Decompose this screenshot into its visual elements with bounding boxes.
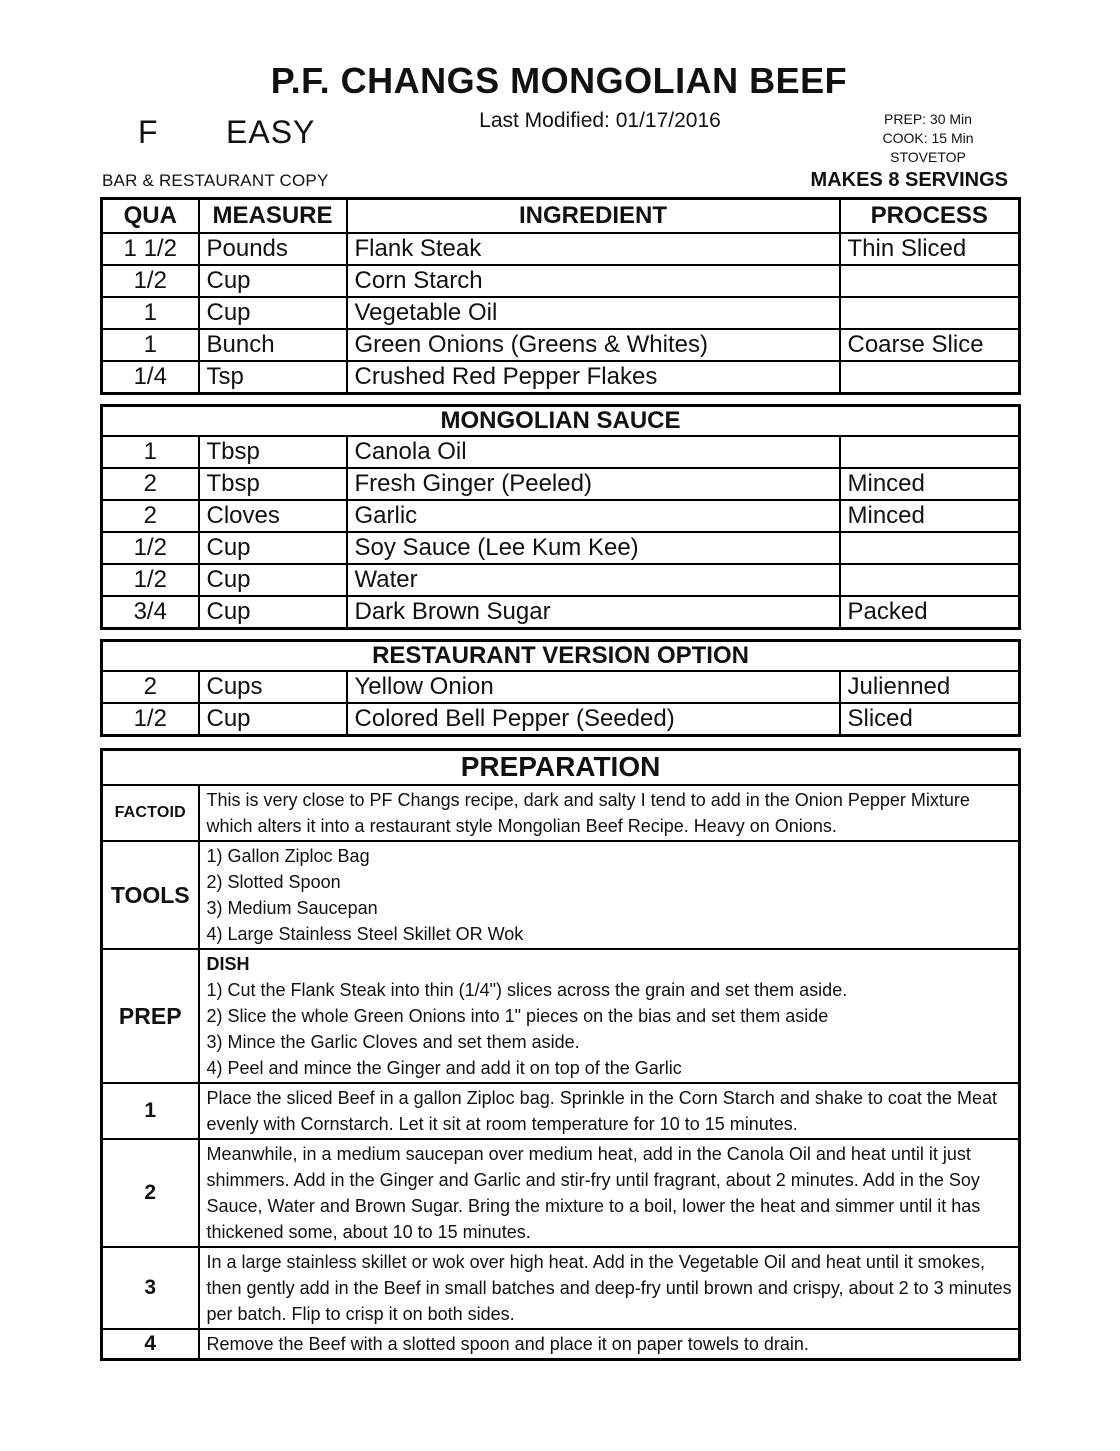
recipe-code: F xyxy=(138,114,158,150)
measure-cell: Cup xyxy=(199,265,347,297)
servings-label: MAKES 8 SERVINGS xyxy=(810,169,1008,191)
step-text: Place the sliced Beef in a gallon Ziploc bag. Sprinkle in the Corn Starch and shake to coat the Meat evenly with Cornstarch. Let it sit at room temperature for 10 to 15 minutes. xyxy=(199,1083,1020,1139)
cook-time: COOK: 15 Min xyxy=(882,130,974,146)
prep-label: PREP xyxy=(102,949,199,1083)
measure-cell: Tbsp xyxy=(199,468,347,500)
step-text: Remove the Beef with a slotted spoon and place it on paper towels to drain. xyxy=(199,1329,1020,1360)
ingredient-row xyxy=(102,436,1020,468)
step-number: 3 xyxy=(102,1247,199,1329)
factoid-row xyxy=(102,785,1020,841)
process-cell: Minced xyxy=(840,468,1020,500)
prep-item: 3) Mince the Garlic Cloves and set them aside. xyxy=(206,1032,580,1052)
process-cell: Coarse Slice xyxy=(840,329,1020,361)
measure-cell: Tsp xyxy=(199,361,347,393)
measure-cell: Cup xyxy=(199,532,347,564)
ingredient-cell: Corn Starch xyxy=(347,265,840,297)
qty-cell: 1/2 xyxy=(102,703,199,735)
process-cell xyxy=(840,436,1020,468)
preparation-title: PREPARATION xyxy=(102,749,1020,785)
ingredient-cell: Green Onions (Greens & Whites) xyxy=(347,329,840,361)
qty-cell: 2 xyxy=(102,500,199,532)
process-cell xyxy=(840,532,1020,564)
ingredient-cell: Colored Bell Pepper (Seeded) xyxy=(347,703,840,735)
process-cell: Julienned xyxy=(840,671,1020,703)
tool-item: 3) Medium Saucepan xyxy=(206,898,378,918)
ingredient-row xyxy=(102,532,1020,564)
ingredient-row xyxy=(102,265,1020,297)
ingredient-cell: Dark Brown Sugar xyxy=(347,596,840,628)
tools-label: TOOLS xyxy=(102,841,199,949)
tools-row xyxy=(102,841,1020,949)
tool-item: 1) Gallon Ziploc Bag xyxy=(206,846,370,866)
step-number: 2 xyxy=(102,1139,199,1247)
measure-cell: Bunch xyxy=(199,329,347,361)
ingredient-cell: Soy Sauce (Lee Kum Kee) xyxy=(347,532,840,564)
measure-cell: Cup xyxy=(199,297,347,329)
tables-container xyxy=(100,197,1018,1361)
step-number: 4 xyxy=(102,1329,199,1360)
ingredient-cell: Flank Steak xyxy=(347,233,840,265)
ingredient-row xyxy=(102,468,1020,500)
ingredient-row xyxy=(102,329,1020,361)
qty-cell: 1 1/2 xyxy=(102,233,199,265)
qty-cell: 1 xyxy=(102,329,199,361)
ingredients-table xyxy=(100,197,1021,395)
preparation-header-row xyxy=(102,749,1020,785)
ingredient-row xyxy=(102,703,1020,735)
process-cell xyxy=(840,297,1020,329)
ingredients-header-row xyxy=(102,199,1020,234)
restaurant-section-header-row xyxy=(102,640,1020,671)
qty-cell: 2 xyxy=(102,671,199,703)
qty-cell: 1 xyxy=(102,436,199,468)
sauce-section-header-row xyxy=(102,405,1020,436)
step-row xyxy=(102,1329,1020,1360)
tool-item: 2) Slotted Spoon xyxy=(206,872,341,892)
process-cell xyxy=(840,564,1020,596)
prep-list xyxy=(199,949,1020,1083)
ingredient-row xyxy=(102,361,1020,393)
preparation-table xyxy=(100,748,1021,1362)
qty-cell: 3/4 xyxy=(102,596,199,628)
measure-cell: Cloves xyxy=(199,500,347,532)
qty-cell: 1/4 xyxy=(102,361,199,393)
measure-cell: Pounds xyxy=(199,233,347,265)
qty-cell: 2 xyxy=(102,468,199,500)
ingredient-cell: Fresh Ginger (Peeled) xyxy=(347,468,840,500)
prep-heading: DISH xyxy=(206,954,250,974)
qty-cell: 1/2 xyxy=(102,564,199,596)
ingredient-row xyxy=(102,596,1020,628)
restaurant-option-table xyxy=(100,639,1021,737)
column-header-measure: MEASURE xyxy=(199,199,347,234)
ingredient-cell: Vegetable Oil xyxy=(347,297,840,329)
step-row xyxy=(102,1083,1020,1139)
column-header-process: PROCESS xyxy=(840,199,1020,234)
measure-cell: Cups xyxy=(199,671,347,703)
process-cell: Sliced xyxy=(840,703,1020,735)
column-header-qua: QUA xyxy=(102,199,199,234)
ingredient-row xyxy=(102,671,1020,703)
sauce-section-title: MONGOLIAN SAUCE xyxy=(102,405,1020,436)
process-cell: Thin Sliced xyxy=(840,233,1020,265)
difficulty-label: EASY xyxy=(226,114,316,150)
qty-cell: 1 xyxy=(102,297,199,329)
factoid-label: FACTOID xyxy=(102,785,199,841)
mongolian-sauce-table xyxy=(100,404,1021,630)
cook-method: STOVETOP xyxy=(890,149,966,165)
step-text: Meanwhile, in a medium saucepan over medium heat, add in the Canola Oil and heat until it just shimmers. Add in the Ginger and Garlic and stir-fry until fragrant, about 2 minutes. Add in the Soy Sauce, Water and Brown Sugar. Bring the mixture to a boil, lower the heat and simmer until it has thickened some, about 10 to 15 minutes. xyxy=(199,1139,1020,1247)
ingredient-cell: Garlic xyxy=(347,500,840,532)
time-info-block xyxy=(856,110,1000,167)
page-title: P.F. CHANGS MONGOLIAN BEEF xyxy=(270,60,848,101)
ingredient-row xyxy=(102,233,1020,265)
measure-cell: Cup xyxy=(199,564,347,596)
process-cell xyxy=(840,265,1020,297)
step-row xyxy=(102,1139,1020,1247)
ingredient-row xyxy=(102,500,1020,532)
qty-cell: 1/2 xyxy=(102,532,199,564)
measure-cell: Tbsp xyxy=(199,436,347,468)
ingredient-cell: Canola Oil xyxy=(347,436,840,468)
step-row xyxy=(102,1247,1020,1329)
step-number: 1 xyxy=(102,1083,199,1139)
prep-item: 2) Slice the whole Green Onions into 1" pieces on the bias and set them aside xyxy=(206,1006,829,1026)
prep-time: PREP: 30 Min xyxy=(884,111,972,127)
ingredient-cell: Crushed Red Pepper Flakes xyxy=(347,361,840,393)
process-cell: Minced xyxy=(840,500,1020,532)
ingredient-cell: Yellow Onion xyxy=(347,671,840,703)
qty-cell: 1/2 xyxy=(102,265,199,297)
measure-cell: Cup xyxy=(199,703,347,735)
tool-item: 4) Large Stainless Steel Skillet OR Wok xyxy=(206,924,524,944)
column-header-ingredient: INGREDIENT xyxy=(347,199,840,234)
restaurant-section-title: RESTAURANT VERSION OPTION xyxy=(102,640,1020,671)
step-text: In a large stainless skillet or wok over high heat. Add in the Vegetable Oil and heat until it smokes, then gently add in the Beef in small batches and deep-fry until brown and crispy, about 2 to 3 minutes per batch. Flip to crisp it on both sides. xyxy=(199,1247,1020,1329)
ingredient-cell: Water xyxy=(347,564,840,596)
prep-item: 1) Cut the Flank Steak into thin (1/4") slices across the grain and set them aside. xyxy=(206,980,848,1000)
measure-cell: Cup xyxy=(199,596,347,628)
last-modified-date: Last Modified: 01/17/2016 xyxy=(479,109,721,132)
process-cell xyxy=(840,361,1020,393)
tools-list xyxy=(199,841,1020,949)
prep-row xyxy=(102,949,1020,1083)
copy-type-label: BAR & RESTAURANT COPY xyxy=(102,171,329,190)
prep-item: 4) Peel and mince the Ginger and add it on top of the Garlic xyxy=(206,1058,682,1078)
process-cell: Packed xyxy=(840,596,1020,628)
factoid-text: This is very close to PF Changs recipe, dark and salty I tend to add in the Onion Pepper Mixture which alters it into a restaurant style Mongolian Beef Recipe. Heavy on Onions. xyxy=(199,785,1020,841)
ingredient-row xyxy=(102,564,1020,596)
ingredient-row xyxy=(102,297,1020,329)
